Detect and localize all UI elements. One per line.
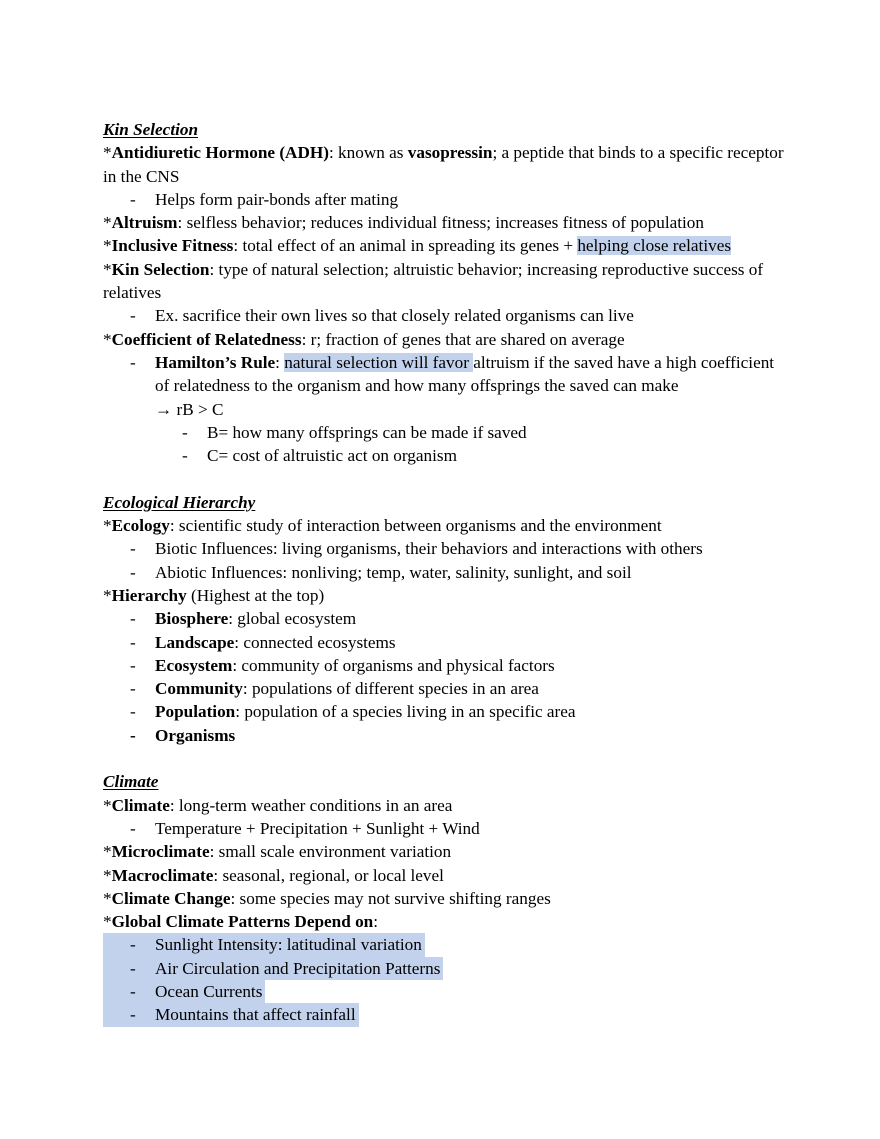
entry-term: Microclimate	[111, 842, 210, 862]
bullet-text: altruism if the saved have a high coefficient of relatedness to the organism and how many offsprings the saved can make	[155, 352, 775, 396]
entry-separator: :	[213, 865, 223, 885]
bullet-air-circulation	[103, 957, 785, 980]
bullet-text: C= cost of altruistic act on organism	[207, 446, 457, 466]
entry-text: some species may not survive shifting ranges	[239, 888, 551, 908]
highlight-band	[103, 933, 425, 956]
bullet-text: Air Circulation and Precipitation Patterns	[155, 958, 441, 978]
bullet-separator: :	[235, 702, 245, 722]
entry-term: Coefficient of Relatedness	[111, 329, 302, 349]
bullet-organisms	[103, 724, 785, 747]
highlight-band	[103, 980, 265, 1003]
bullet-term: Community	[155, 679, 243, 699]
entry-text: small scale environment variation	[218, 842, 452, 862]
entry-inclusive-fitness	[103, 234, 785, 257]
section-spacer	[103, 467, 785, 490]
entry-prefix: *	[103, 795, 112, 815]
bullet-text: community of organisms and physical factors	[241, 655, 555, 675]
bullet-dash: -	[130, 935, 136, 955]
entry-climate	[103, 794, 785, 817]
entry-microclimate	[103, 840, 785, 863]
entry-term: Inclusive Fitness	[111, 236, 234, 256]
highlighted-text-helping-close-relatives: helping close relatives	[577, 236, 732, 256]
bullet-c-definition	[103, 444, 785, 467]
entry-prefix: *	[103, 842, 112, 862]
section-heading-climate: Climate	[103, 772, 159, 792]
bullet-separator: :	[232, 655, 242, 675]
bullet-term: Hamilton’s Rule	[155, 352, 276, 372]
entry-text: seasonal, regional, or local level	[222, 865, 444, 885]
bullet-text: population of a species living in an specific area	[244, 702, 576, 722]
entry-separator: :	[328, 143, 339, 163]
entry-altruism	[103, 211, 785, 234]
entry-separator: :	[209, 259, 219, 279]
entry-prefix: *	[103, 516, 112, 536]
bullet-dash: -	[130, 539, 136, 559]
bullet-term: Landscape	[155, 632, 235, 652]
section-spacer	[103, 747, 785, 770]
entry-prefix: *	[103, 888, 112, 908]
bullet-dash: -	[130, 702, 136, 722]
bullet-separator: :	[275, 352, 285, 372]
entry-text-post: ; a peptide that binds to a specific receptor in the CNS	[103, 143, 784, 186]
entry-separator: :	[233, 236, 243, 256]
bullet-separator: :	[234, 632, 244, 652]
entry-global-climate-patterns	[103, 910, 785, 933]
bullet-term: Biosphere	[155, 609, 229, 629]
bullet-sunlight-intensity	[103, 933, 785, 956]
bullet-dash: -	[130, 655, 136, 675]
entry-prefix: *	[103, 143, 112, 163]
bullet-text: populations of different species in an area	[251, 679, 539, 699]
bullet-dash: -	[130, 562, 136, 582]
bullet-text: global ecosystem	[237, 609, 357, 629]
bullet-dash: -	[130, 306, 136, 326]
entry-term: Macroclimate	[111, 865, 214, 885]
bullet-mountains-rainfall	[103, 1003, 785, 1026]
entry-text: long-term weather conditions in an area	[178, 795, 453, 815]
bullet-biosphere	[103, 607, 785, 630]
entry-kin-selection	[103, 258, 785, 305]
entry-hierarchy	[103, 584, 785, 607]
bullet-community	[103, 677, 785, 700]
bullet-text: Biotic Influences: living organisms, their behaviors and interactions with others	[155, 539, 703, 559]
entry-separator: :	[169, 795, 179, 815]
bullet-dash: -	[182, 446, 188, 466]
entry-separator: :	[230, 888, 240, 908]
entry-prefix: *	[103, 585, 112, 605]
entry-text-bold: vasopressin	[407, 143, 493, 163]
entry-separator: :	[169, 516, 179, 536]
entry-separator: :	[301, 329, 311, 349]
bullet-dash: -	[130, 189, 136, 209]
entry-separator: :	[209, 842, 219, 862]
entry-term: Kin Selection	[111, 259, 210, 279]
entry-prefix: *	[103, 236, 112, 256]
formula-rb-greater-than-c: → rB > C	[155, 399, 224, 419]
bullet-text: Abiotic Influences: nonliving; temp, water, salinity, sunlight, and soil	[155, 562, 632, 582]
highlight-band	[103, 957, 443, 980]
bullet-dash: -	[130, 725, 136, 745]
bullet-abiotic-influences	[103, 561, 785, 584]
bullet-separator: :	[228, 609, 238, 629]
entry-prefix: *	[103, 912, 112, 932]
bullet-dash: -	[130, 609, 136, 629]
bullet-term: Population	[155, 702, 236, 722]
highlight-band	[103, 1003, 359, 1026]
bullet-term: Ecosystem	[155, 655, 233, 675]
entry-prefix: *	[103, 259, 112, 279]
highlighted-text-natural-selection-will-favor: natural selection will favor	[284, 352, 474, 372]
entry-text: total effect of an animal in spreading its genes +	[242, 236, 578, 256]
entry-macroclimate	[103, 864, 785, 887]
bullet-ex-sacrifice	[103, 304, 785, 327]
section-heading-ecological-hierarchy: Ecological Hierarchy	[103, 492, 256, 512]
bullet-separator: :	[242, 679, 252, 699]
entry-separator: :	[373, 912, 378, 932]
entry-text: (Highest at the top)	[191, 585, 325, 605]
entry-term: Altruism	[111, 213, 178, 233]
bullet-text: B= how many offsprings can be made if saved	[207, 422, 527, 442]
bullet-biotic-influences	[103, 537, 785, 560]
entry-text: type of natural selection; altruistic behavior; increasing reproductive success of relatives	[103, 259, 764, 303]
bullet-b-definition	[103, 421, 785, 444]
entry-climate-change	[103, 887, 785, 910]
bullet-dash: -	[130, 1005, 136, 1025]
entry-text: selfless behavior; reduces individual fitness; increases fitness of population	[186, 213, 704, 233]
bullet-text: Temperature + Precipitation + Sunlight + Wind	[155, 818, 480, 838]
bullet-text: Sunlight Intensity: latitudinal variation	[155, 935, 422, 955]
bullet-dash: -	[130, 818, 136, 838]
bullet-hamiltons-rule	[103, 351, 785, 398]
entry-coefficient-of-relatedness	[103, 328, 785, 351]
bullet-ocean-currents	[103, 980, 785, 1003]
entry-term: Global Climate Patterns Depend on	[111, 912, 374, 932]
entry-ecology	[103, 514, 785, 537]
entry-prefix: *	[103, 865, 112, 885]
bullet-dash: -	[130, 679, 136, 699]
bullet-climate-factors	[103, 817, 785, 840]
entry-text: r; fraction of genes that are shared on average	[310, 329, 625, 349]
entry-text: scientific study of interaction between organisms and the environment	[178, 516, 662, 536]
entry-prefix: *	[103, 329, 112, 349]
bullet-population	[103, 700, 785, 723]
entry-prefix: *	[103, 213, 112, 233]
entry-term: Climate	[111, 795, 170, 815]
section-heading-kin-selection: Kin Selection	[103, 120, 199, 139]
entry-term: Climate Change	[111, 888, 231, 908]
entry-term: Hierarchy	[111, 585, 187, 605]
bullet-dash: -	[130, 632, 136, 652]
bullet-term: Organisms	[155, 725, 236, 745]
entry-term: Ecology	[111, 516, 170, 536]
bullet-landscape	[103, 631, 785, 654]
bullet-text: connected ecosystems	[243, 632, 396, 652]
entry-separator: :	[177, 213, 187, 233]
entry-antidiuretic-hormone	[103, 141, 785, 188]
bullet-text: Ex. sacrifice their own lives so that closely related organisms can live	[155, 306, 634, 326]
bullet-dash: -	[130, 352, 136, 372]
entry-term: Antidiuretic Hormone (ADH)	[111, 143, 329, 163]
bullet-dash: -	[182, 422, 188, 442]
bullet-helps-form-pair-bonds	[103, 188, 785, 211]
notes-body	[103, 118, 785, 1027]
bullet-dash: -	[130, 958, 136, 978]
entry-text-pre: known as	[338, 143, 408, 163]
bullet-text: Mountains that affect rainfall	[155, 1005, 356, 1025]
bullet-dash: -	[130, 981, 136, 1001]
bullet-text: Ocean Currents	[155, 981, 263, 1001]
bullet-text: Helps form pair-bonds after mating	[155, 189, 399, 209]
bullet-ecosystem	[103, 654, 785, 677]
